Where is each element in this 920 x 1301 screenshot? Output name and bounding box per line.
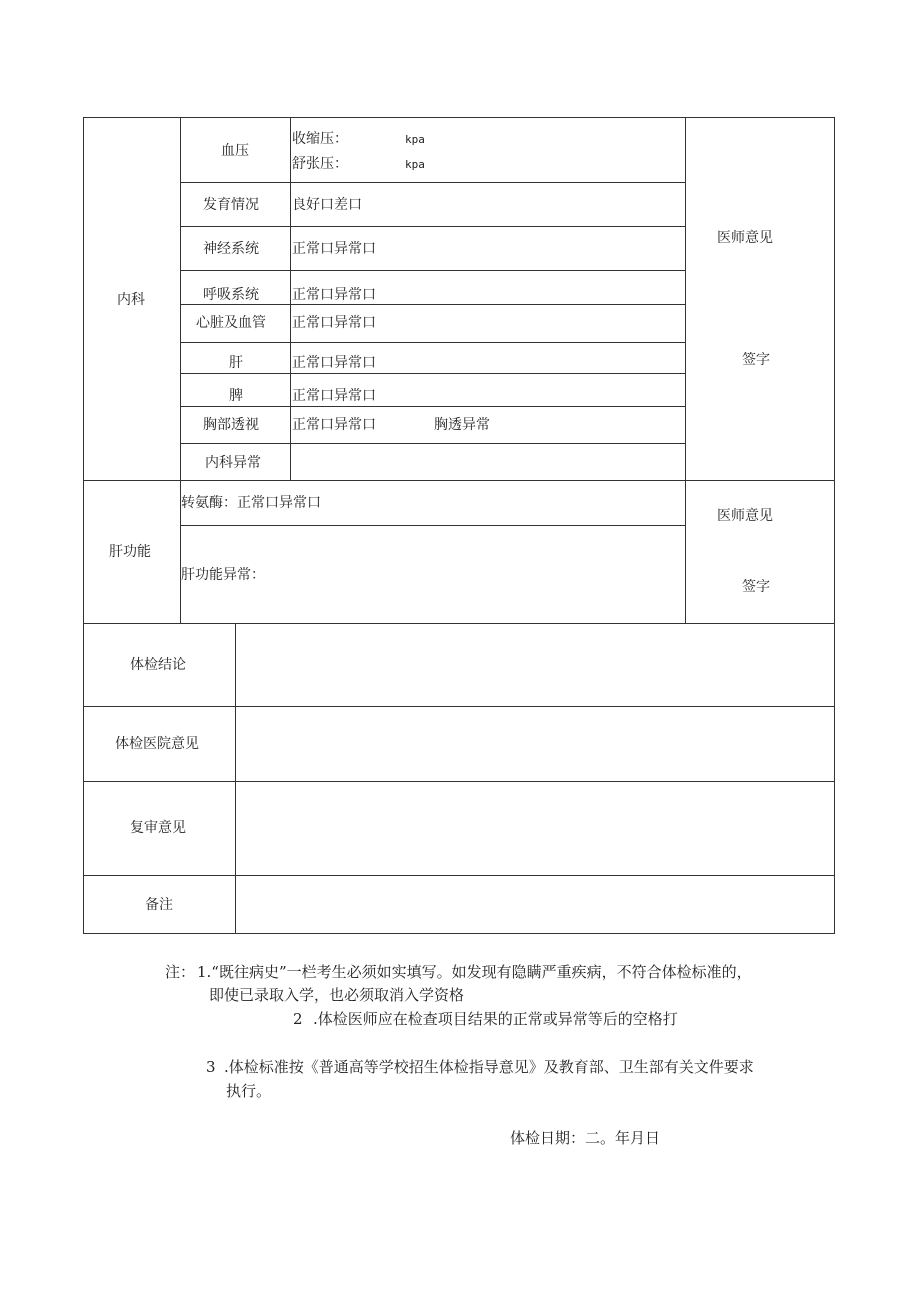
divider xyxy=(180,342,686,343)
row-label-respiratory: 呼吸系统 xyxy=(203,287,259,303)
notes-prefix: 注： xyxy=(165,963,196,981)
row-value-chest-xray[interactable]: 正常口异常口 xyxy=(292,417,376,433)
row-label-cardiovascular: 心脏及血管 xyxy=(196,315,266,331)
row-label-spleen: 脾 xyxy=(229,388,243,404)
table-border-bottom xyxy=(83,933,835,934)
divider xyxy=(83,480,835,481)
systolic-unit: kpa xyxy=(405,133,425,146)
table-border-top xyxy=(83,117,835,118)
divider xyxy=(83,875,835,876)
divider xyxy=(235,623,236,934)
note-1-line-1: 1.“既往病史”一栏考生必须如实填写。如发现有隐瞒严重疾病，不符合体检标准的， xyxy=(197,963,752,981)
table-border-left xyxy=(83,117,84,934)
divider xyxy=(180,443,686,444)
review-opinion-field[interactable] xyxy=(237,783,833,874)
internal-doctor-opinion: 医师意见 xyxy=(717,230,773,246)
row-label-nervous: 神经系统 xyxy=(203,241,259,257)
row-value-cardiovascular[interactable]: 正常口异常口 xyxy=(292,315,376,331)
internal-section-label: 内科 xyxy=(117,292,145,308)
divider xyxy=(180,226,686,227)
row-label-chest-xray: 胸部透视 xyxy=(203,417,259,433)
liver-signature: 签字 xyxy=(742,579,770,595)
row-label-remarks: 备注 xyxy=(145,897,173,913)
exam-date: 体检日期：二。年月日 xyxy=(510,1129,661,1147)
conclusion-field[interactable] xyxy=(237,625,833,705)
row-value-liver[interactable]: 正常口异常口 xyxy=(292,355,376,371)
note-1-line-2: 即使已录取入学，也必须取消入学资格 xyxy=(209,986,465,1004)
divider xyxy=(83,706,835,707)
note-3-line-1: .体检标准按《普通高等学校招生体检指导意见》及教育部、卫生部有关文件要求 xyxy=(224,1058,754,1076)
divider xyxy=(180,525,686,526)
liver-alt-line[interactable]: 转氨酶：正常口异常口 xyxy=(181,495,321,511)
row-value-development[interactable]: 良好口差口 xyxy=(292,197,362,213)
row-label-internal-abnormal: 内科异常 xyxy=(205,455,261,471)
note-2-number: 2 xyxy=(293,1010,303,1028)
row-label-liver: 肝 xyxy=(229,355,243,371)
row-value-spleen[interactable]: 正常口异常口 xyxy=(292,388,376,404)
divider xyxy=(685,117,686,624)
note-2-text: .体检医师应在检查项目结果的正常或异常等后的空格打 xyxy=(313,1010,678,1028)
row-label-review-opinion: 复审意见 xyxy=(130,820,186,836)
blood-pressure-label: 血压 xyxy=(221,143,249,159)
liver-section-label: 肝功能 xyxy=(109,544,151,560)
note-3-number: 3 xyxy=(206,1058,216,1076)
row-value-respiratory[interactable]: 正常口异常口 xyxy=(292,287,376,303)
table-border-right xyxy=(834,117,835,934)
divider xyxy=(180,117,181,624)
hospital-opinion-field[interactable] xyxy=(237,708,833,780)
liver-doctor-opinion: 医师意见 xyxy=(717,508,773,524)
diastolic-unit: kpa xyxy=(405,158,425,171)
note-3-line-2: 执行。 xyxy=(226,1082,272,1100)
row-label-hospital-opinion: 体检医院意见 xyxy=(115,736,199,752)
row-extra-chest-xray[interactable]: 胸透异常 xyxy=(434,417,490,433)
row-label-conclusion: 体检结论 xyxy=(130,657,186,673)
divider xyxy=(83,623,835,624)
systolic-label: 收缩压： xyxy=(292,131,348,147)
liver-abnormal-line[interactable]: 肝功能异常： xyxy=(181,567,265,583)
remarks-field[interactable] xyxy=(237,877,833,932)
divider xyxy=(83,781,835,782)
divider xyxy=(290,117,291,480)
row-label-development: 发育情况 xyxy=(203,197,259,213)
internal-signature: 签字 xyxy=(742,352,770,368)
divider xyxy=(180,406,686,407)
divider xyxy=(180,304,686,305)
divider xyxy=(180,373,686,374)
divider xyxy=(180,182,686,183)
row-value-nervous[interactable]: 正常口异常口 xyxy=(292,241,376,257)
divider xyxy=(180,270,686,271)
diastolic-label: 舒张压： xyxy=(292,156,348,172)
